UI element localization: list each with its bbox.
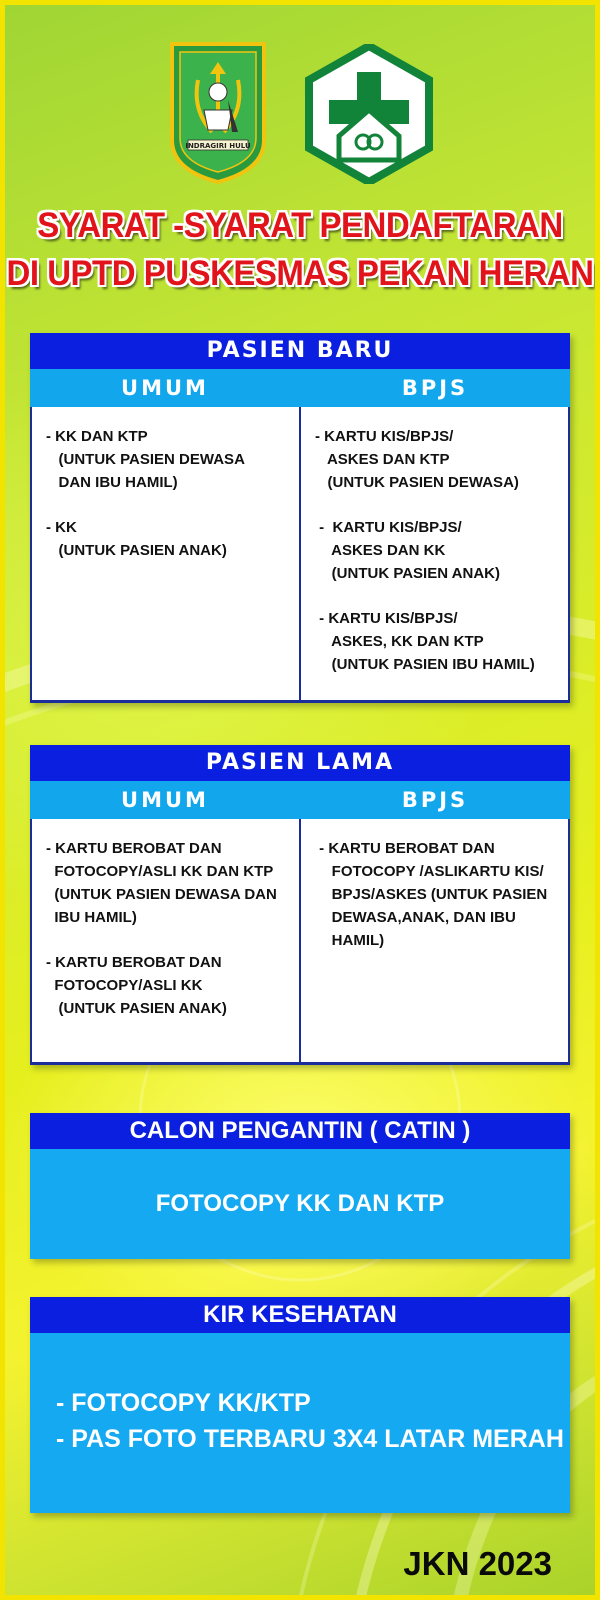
kir-body xyxy=(30,1333,570,1513)
list-item: - KARTU BEROBAT DAN FOTOCOPY/ASLI KK DAN KTP (UNTUK PASIEN DEWASA DAN IBU HAMIL) xyxy=(46,840,277,926)
pasien-baru-subheads xyxy=(30,369,570,407)
regency-emblem-text: INDRAGIRI HULU xyxy=(185,142,251,150)
list-item: - KARTU KIS/BPJS/ ASKES, KK DAN KTP (UNTUK PASIEN IBU HAMIL) xyxy=(319,610,535,673)
pasien-baru-bpjs-column xyxy=(299,407,568,700)
pasien-lama-umum-label: UMUM xyxy=(121,788,209,812)
pasien-lama-panel xyxy=(30,745,570,1065)
pasien-baru-bpjs-label: BPJS xyxy=(401,376,469,400)
title-line-1: SYARAT -SYARAT PENDAFTARAN xyxy=(37,204,563,245)
catin-body: FOTOCOPY KK DAN KTP xyxy=(30,1149,570,1259)
kir-block xyxy=(30,1297,570,1513)
pasien-baru-header: PASIEN BARU xyxy=(30,333,570,369)
list-item: - FOTOCOPY KK/KTP xyxy=(56,1389,311,1417)
list-item: - KK DAN KTP (UNTUK PASIEN DEWASA DAN IBU HAMIL) xyxy=(46,428,245,491)
pasien-lama-bpjs-label: BPJS xyxy=(401,788,469,812)
list-item: - PAS FOTO TERBARU 3X4 LATAR MERAH xyxy=(56,1425,564,1453)
pasien-baru-columns xyxy=(30,407,570,703)
pasien-lama-umum-column xyxy=(32,819,299,1062)
pasien-lama-columns xyxy=(30,819,570,1065)
catin-block xyxy=(30,1113,570,1259)
pasien-baru-umum-label: UMUM xyxy=(121,376,209,400)
list-item: - KARTU BEROBAT DAN FOTOCOPY/ASLI KK (UNTUK PASIEN ANAK) xyxy=(46,954,227,1017)
pasien-lama-header: PASIEN LAMA xyxy=(30,745,570,781)
kir-header: KIR KESEHATAN xyxy=(30,1297,570,1333)
pasien-baru-umum-column xyxy=(32,407,299,700)
list-item: - KARTU KIS/BPJS/ ASKES DAN KK (UNTUK PASIEN ANAK) xyxy=(319,519,500,582)
pasien-lama-subheads xyxy=(30,781,570,819)
list-item: - KK (UNTUK PASIEN ANAK) xyxy=(46,519,227,559)
list-item: - KARTU BEROBAT DAN FOTOCOPY /ASLIKARTU KIS/ BPJS/ASKES (UNTUK PASIEN DEWASA,ANAK, DAN IBU HAMIL) xyxy=(319,840,548,949)
pasien-baru-panel xyxy=(30,333,570,703)
pasien-lama-bpjs-column xyxy=(299,819,568,1062)
puskesmas-logo-icon xyxy=(305,44,433,184)
regency-emblem-icon xyxy=(168,40,268,185)
catin-header: CALON PENGANTIN ( CATIN ) xyxy=(30,1113,570,1149)
title-line-2: DI UPTD PUSKESMAS PEKAN HERAN xyxy=(6,252,594,293)
footer-label: JKN 2023 xyxy=(403,1545,552,1582)
list-item: - KARTU KIS/BPJS/ ASKES DAN KTP (UNTUK PASIEN DEWASA) xyxy=(315,428,519,491)
